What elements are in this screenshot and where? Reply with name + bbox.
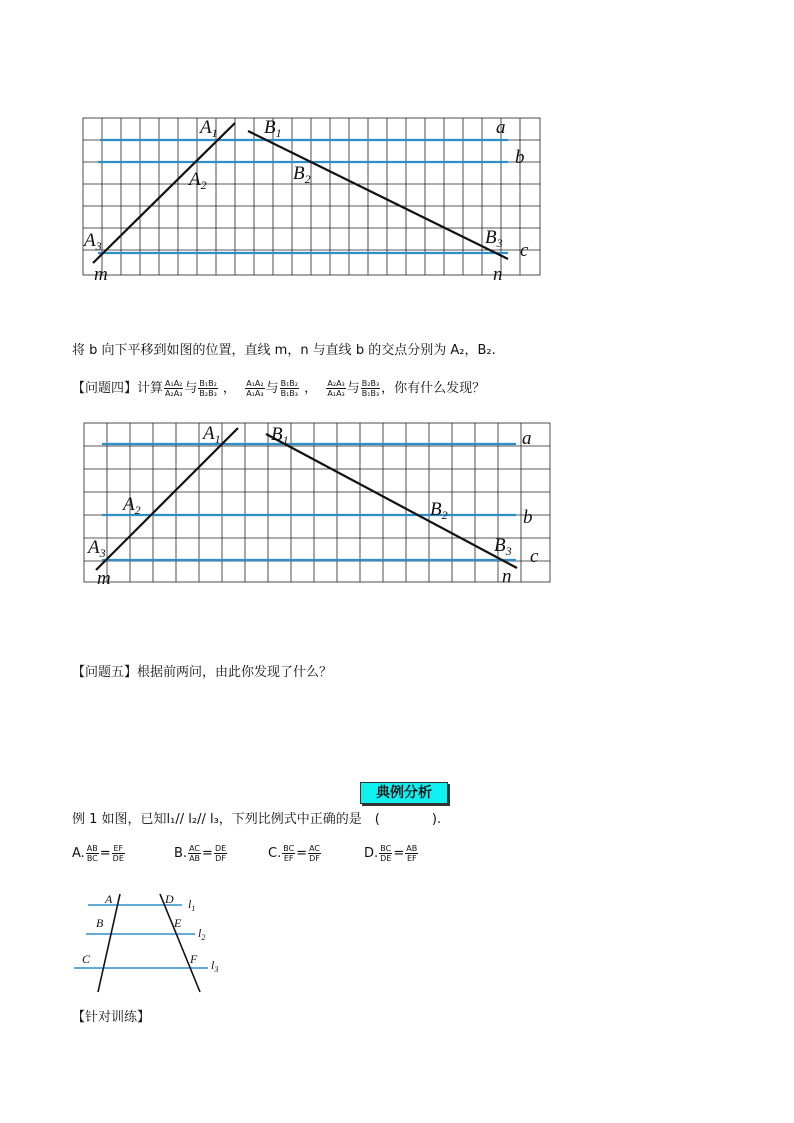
- figure-1-grid: [80, 115, 545, 285]
- line-n: [248, 131, 508, 259]
- q4-frac-3: $\frac{\text{A₁A₂}}{\text{A₁A₃}}$: [246, 379, 264, 398]
- label-b: b: [523, 507, 533, 528]
- grid-lines: [84, 423, 550, 582]
- q4-frac-5: $\frac{\text{A₂A₃}}{\text{A₁A₃}}$: [327, 379, 345, 398]
- label-B3: $B_3$: [485, 227, 503, 250]
- label-b: b: [515, 147, 525, 168]
- label-B3: $B_3$: [494, 535, 512, 558]
- label-A2: $A_2$: [189, 169, 207, 192]
- label-n: n: [502, 566, 512, 587]
- label-n: n: [493, 264, 503, 285]
- figure-2-grid: [80, 420, 555, 590]
- line-m: [96, 428, 238, 570]
- label-B: B: [96, 916, 104, 930]
- label-A2: $A_2$: [123, 494, 141, 517]
- question-5: 【问题五】根据前两问，由此你发现了什么？: [72, 665, 333, 680]
- label-m: m: [97, 568, 111, 589]
- question-4: 【问题四】计算 $\frac{\text{A₁A₂}}{\text{A₂A₃}}$ 与 $\frac{\text{B₁B₂}}{\text{B₂B₃}}$ ， $\frac{\text{A₁A₂}}{\text{A₁A₃}}$ 与 $\frac{\text{B₁B₂}}{\text{B₁B₃}}$ ， $\frac{\text{A₂A₃}}{\text{A₁A₃}}$ 与 $\frac{\text{B₂B₃}}{\text{B₁B₃}}$ ，你有什么发现？: [72, 379, 486, 398]
- practice-heading: 【针对训练】: [72, 1010, 151, 1025]
- label-B1: $B_1$: [264, 117, 282, 140]
- option-b[interactable]: B. $\frac{AC}{AB}$ = $\frac{DE}{DF}$: [174, 844, 227, 863]
- line-m: [93, 123, 235, 263]
- label-l3: $l_3$: [211, 958, 219, 974]
- option-a[interactable]: A. $\frac{AB}{BC}$ = $\frac{EF}{DE}$: [72, 844, 124, 863]
- label-E: E: [174, 916, 182, 930]
- q4-frac-2: $\frac{\text{B₁B₂}}{\text{B₂B₃}}$: [199, 379, 217, 398]
- label-A3: $A_3$: [88, 537, 106, 560]
- label-m: m: [94, 264, 108, 285]
- label-l1: $l_1$: [188, 897, 196, 913]
- label-a: a: [496, 117, 506, 138]
- grid-lines: [83, 118, 540, 275]
- label-C: C: [82, 952, 91, 966]
- label-c: c: [530, 546, 539, 567]
- line-n: [266, 434, 517, 568]
- q4-frac-4: $\frac{\text{B₁B₂}}{\text{B₁B₃}}$: [280, 379, 298, 398]
- label-A1: $A_1$: [203, 423, 221, 446]
- option-c[interactable]: C. $\frac{BC}{EF}$ = $\frac{AC}{DF}$: [268, 844, 320, 863]
- example-1-prompt: 例 1 如图，已知l₁// l₂// l₃，下列比例式中正确的是 ( ).: [72, 812, 442, 827]
- label-B1: $B_1$: [271, 424, 289, 447]
- figure-3-parallel-lines: [70, 888, 230, 998]
- q4-prefix: 【问题四】计算: [72, 381, 164, 396]
- label-a: a: [522, 428, 532, 449]
- transversal-left: [98, 894, 120, 992]
- label-l2: $l_2$: [198, 926, 206, 942]
- label-B2: $B_2$: [293, 163, 311, 186]
- section-title-examples: 典例分析: [360, 782, 448, 804]
- label-A: A: [105, 892, 113, 906]
- label-c: c: [520, 240, 529, 261]
- label-D: D: [165, 892, 174, 906]
- q4-frac-6: $\frac{\text{B₂B₃}}{\text{B₁B₃}}$: [361, 379, 380, 398]
- paragraph-translate: 将 b 向下平移到如图的位置，直线 m，n 与直线 b 的交点分别为 A₂，B₂.: [72, 343, 496, 358]
- label-A3: $A_3$: [84, 230, 102, 253]
- label-F: F: [190, 952, 198, 966]
- label-B2: $B_2$: [430, 499, 448, 522]
- label-A1: $A_1$: [200, 117, 218, 140]
- q4-frac-1: $\frac{\text{A₁A₂}}{\text{A₂A₃}}$: [165, 379, 183, 398]
- option-d[interactable]: D. $\frac{BC}{DE}$ = $\frac{AB}{EF}$: [364, 844, 418, 863]
